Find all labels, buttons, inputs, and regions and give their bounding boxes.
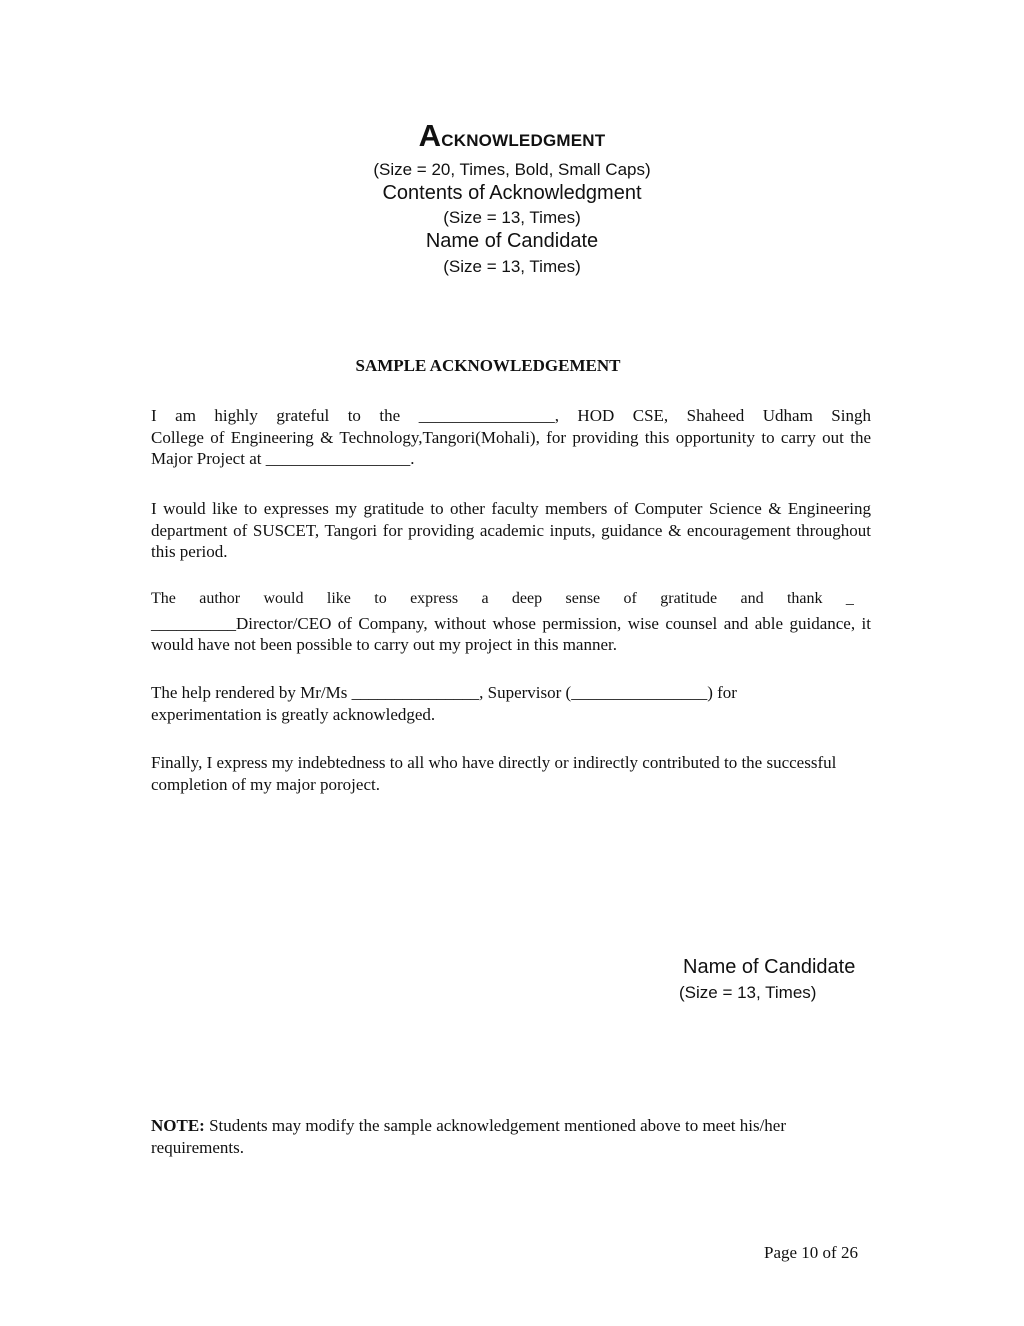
- word: deep: [511, 590, 543, 607]
- paragraph-rest: College of Engineering & Technology,Tangori(Mohali), for providing this opportunity to carry out the Major Project at _________________.: [151, 427, 871, 468]
- word: of: [623, 590, 637, 607]
- word: highly: [214, 406, 258, 425]
- word: _: [845, 590, 854, 607]
- word: am: [175, 406, 196, 425]
- paragraph-supervisor-thanks: The help rendered by Mr/Ms _______________, Supervisor (________________) for experimentation is greatly acknowledged.: [151, 683, 737, 724]
- word: express: [410, 590, 459, 607]
- note: [151, 1115, 851, 1158]
- word: CSE,: [632, 406, 669, 425]
- title-rest: cknowledgment: [441, 125, 606, 152]
- word: gratitude: [660, 590, 718, 607]
- word: ________________,: [418, 406, 559, 425]
- paragraph-first-line: [151, 405, 871, 427]
- paragraph-faculty-thanks: I would like to expresses my gratitude to other faculty members of Computer Science & Engineering department of SUSCET, Tangori for providing academic inputs, guidance & encouragement throughout this period.: [151, 499, 871, 561]
- paragraph-director-thanks: [151, 588, 871, 656]
- word: Singh: [831, 406, 871, 425]
- word: and: [740, 590, 764, 607]
- word: to: [347, 406, 361, 425]
- signature-name: Name of Candidate: [683, 956, 856, 978]
- word: sense: [565, 590, 601, 607]
- paragraph-hod-thanks: [151, 405, 871, 470]
- word: Udham: [762, 406, 813, 425]
- acknowledgment-title: [0, 118, 1024, 154]
- word: the: [379, 406, 401, 425]
- word: Shaheed: [686, 406, 745, 425]
- word: I: [151, 406, 157, 425]
- contents-label: Contents of Acknowledgment: [382, 182, 642, 204]
- word: author: [199, 590, 241, 607]
- paragraph-first-line: [151, 588, 871, 610]
- note-text: Students may modify the sample acknowledgement mentioned above to meet his/her requirements.: [151, 1116, 787, 1157]
- word: grateful: [276, 406, 330, 425]
- word: The: [151, 590, 176, 607]
- paragraph-final-thanks: Finally, I express my indebtedness to all who have directly or indirectly contributed to the successful completion of my major poroject.: [151, 753, 837, 794]
- title-initial: A: [418, 118, 442, 153]
- word: to: [374, 590, 387, 607]
- title-spec: (Size = 20, Times, Bold, Small Caps): [373, 160, 651, 179]
- contents-spec: (Size = 13, Times): [443, 208, 581, 227]
- word: thank: [786, 590, 823, 607]
- page-number: Page 10 of 26: [764, 1243, 858, 1262]
- word: like: [326, 590, 351, 607]
- sample-heading: SAMPLE ACKNOWLEDGEMENT: [355, 356, 621, 375]
- signature-spec: (Size = 13, Times): [679, 983, 817, 1002]
- paragraph-rest: __________Director/CEO of Company, without whose permission, wise counsel and able guidance, it would have not been possible to carry out my project in this manner.: [151, 613, 871, 654]
- candidate-spec: (Size = 13, Times): [443, 257, 581, 276]
- word: HOD: [577, 406, 615, 425]
- word: a: [481, 590, 489, 607]
- note-label: NOTE:: [151, 1116, 205, 1135]
- word: would: [263, 590, 304, 607]
- candidate-label: Name of Candidate: [425, 230, 599, 252]
